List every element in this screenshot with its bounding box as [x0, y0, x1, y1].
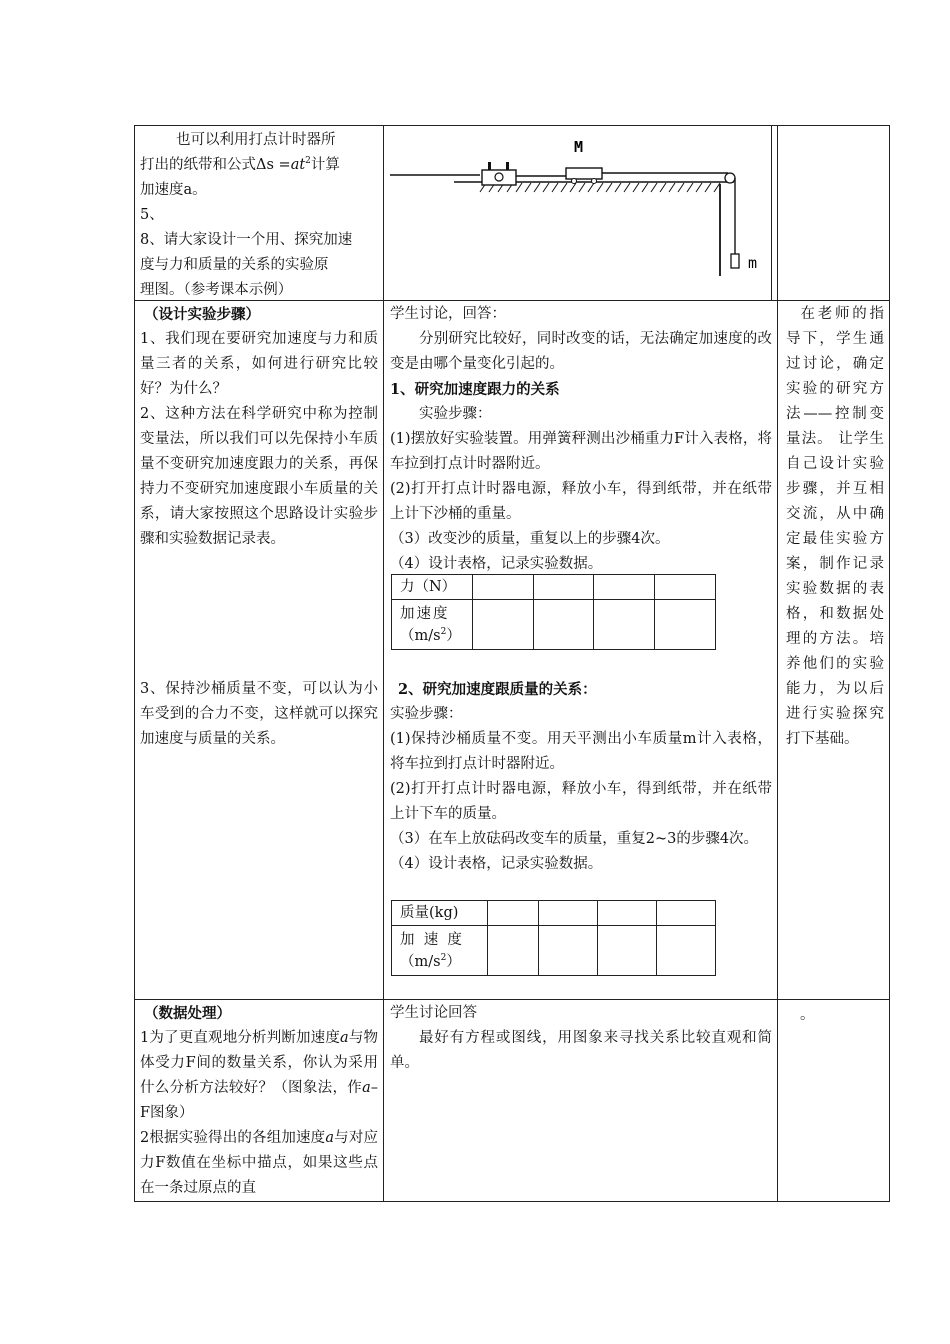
hatch-line	[516, 183, 522, 192]
hatch-line	[615, 183, 621, 192]
mass-label: 质量(kg)	[392, 901, 488, 926]
mass-cell[interactable]	[487, 901, 538, 926]
sec2-step4: （4）设计表格，记录实验数据。	[390, 856, 603, 872]
accel-unit	[400, 625, 472, 647]
timer-terminal-left	[488, 162, 491, 170]
accel-unit-text: （m/s	[400, 627, 441, 644]
hatch-line	[543, 183, 549, 192]
accel2-unit-text: （m/s	[400, 953, 441, 970]
hatch-line	[633, 183, 639, 192]
mass-cell[interactable]	[656, 901, 715, 926]
row2-left-cell-p3	[140, 677, 378, 752]
accel-label	[392, 600, 473, 650]
mid-intro2: 分别研究比较好，同时改变的话，无法确定加速度的改变是由哪个量变化引起的。	[390, 331, 772, 372]
sec1-step4: （4）设计表格，记录实验数据。	[390, 556, 603, 572]
row1-line7: 理图。（参考课本示例）	[140, 282, 293, 298]
design-p3: 3、保持沙桶质量不变，可以认为小车受到的合力不变，这样就可以探究加速度与质量的关系。	[140, 681, 378, 747]
col-divider-2	[777, 125, 778, 1202]
hatch-line	[678, 183, 684, 192]
data-p1	[140, 1026, 378, 1126]
sec2-step3: （3）在车上放砝码改变车的质量，重复2~3的步骤4次。	[390, 831, 759, 847]
hatch-line	[570, 183, 576, 192]
formula-equals: =	[278, 157, 291, 173]
accel-cell[interactable]	[533, 600, 594, 650]
row2-left-cell	[140, 302, 378, 552]
force-table	[391, 574, 716, 650]
force-cell[interactable]	[655, 575, 716, 600]
mass-cell[interactable]	[538, 901, 597, 926]
data-p1-e: –F图象）	[140, 1080, 378, 1121]
row1-left-cell	[140, 128, 380, 303]
formula-delta-s: Δs	[256, 157, 274, 173]
sec1-step3: （3）改变沙的质量，重复以上的步骤4次。	[390, 531, 670, 547]
label-M: M	[574, 138, 584, 156]
accel-table-row	[392, 600, 716, 650]
mass-table-row	[392, 901, 716, 926]
hatch-line	[552, 183, 558, 192]
data-p2	[140, 1126, 378, 1201]
sec2-title: 2、研究加速度跟质量的关系：	[398, 681, 597, 698]
hatch-line	[534, 183, 540, 192]
row2-mid-cell	[390, 302, 772, 577]
sec1-step1: (1)摆放好实验装置。用弹簧秤测出沙桶重力F计入表格，将车拉到打点计时器附近。	[390, 431, 772, 472]
cart-body	[566, 168, 602, 179]
design-p1: 1、我们现在要研究加速度与力和质量三者的关系，如何进行研究比较好？为什么？	[140, 331, 378, 397]
accel-unit-end: ）	[446, 627, 461, 644]
data-p1-c: 与物体受力F间的数量关系，你认为采用什么分析方法较好？（图象法，作	[140, 1030, 378, 1096]
row1-line5: 8、请大家设计一个用、探究加速	[140, 232, 353, 248]
accel-label-text: 加速度	[400, 605, 450, 622]
design-heading: （设计实验步骤）	[144, 306, 260, 323]
timer-dot	[495, 173, 503, 181]
row3-right-cell	[800, 1003, 880, 1028]
formula	[256, 157, 311, 173]
row1-line4: 5、	[140, 207, 164, 223]
data-p1-var-a2: a	[362, 1080, 371, 1096]
force-cell[interactable]	[472, 575, 533, 600]
row-divider-2	[134, 999, 890, 1000]
accel2-label	[392, 926, 488, 976]
data-heading: （数据处理）	[144, 1005, 231, 1022]
hatch-line	[705, 183, 711, 192]
hatch-line	[597, 183, 603, 192]
row3-mid-cell	[390, 1001, 772, 1076]
sec1-title: 1、研究加速度跟力的关系	[390, 381, 560, 398]
data-p1-var-a: a	[340, 1030, 349, 1046]
row3-right-mark: 。	[800, 1007, 815, 1023]
data-p2-var-a: a	[325, 1130, 335, 1146]
row3-left-cell	[140, 1001, 378, 1201]
force-cell[interactable]	[594, 575, 655, 600]
data-p1-a: 1为了更直观地分析判断加速度	[140, 1030, 341, 1046]
row1-line3: 加速度a。	[140, 182, 207, 198]
timer-terminal-right	[506, 162, 509, 170]
outer-right-border	[889, 125, 890, 1202]
teacher-notes: 在老师的指导下，学生通过讨论，确定实验的研究方法——控制变量法。 让学生自己设计实验步骤，并互相交流，从中确定最佳实验方案，制作记录实验数据的表格，和数据处理的方法。培养他们的实验能力，为以后进行实验探究打下基础。	[786, 306, 884, 747]
row2-right-cell	[786, 302, 884, 752]
force-table-row	[392, 575, 716, 600]
hatch-line	[642, 183, 648, 192]
hatch-line	[579, 183, 585, 192]
sec2-step2: (2)打开打点计时器电源，释放小车，得到纸带，并在纸带上计下车的质量。	[390, 781, 772, 822]
accel2-cell[interactable]	[656, 926, 715, 976]
accel2-label-text: 加 速 度	[400, 931, 462, 948]
accel2-cell[interactable]	[487, 926, 538, 976]
hatch-line	[687, 183, 693, 192]
data-p2-a: 2根据实验得出的各组加速度	[140, 1130, 326, 1146]
apparatus-diagram	[384, 126, 772, 300]
hatch-line	[714, 183, 720, 192]
mid-intro: 学生讨论，回答：	[390, 306, 506, 322]
outer-bottom-border	[134, 1201, 890, 1202]
cart-wheel-right	[592, 179, 597, 184]
row3-mid-intro: 学生讨论回答	[390, 1005, 477, 1021]
formula-at: at	[290, 157, 306, 173]
force-cell[interactable]	[533, 575, 594, 600]
accel-cell[interactable]	[472, 600, 533, 650]
hatch-line	[525, 183, 531, 192]
force-label: 力（N）	[392, 575, 473, 600]
accel2-cell[interactable]	[538, 926, 597, 976]
data-p2-c: 与对应力F数值在坐标中描点，如果这些点在一条过原点的直	[140, 1130, 379, 1196]
row1-line1: 也可以利用打点计时器所	[176, 132, 336, 148]
sec2-step1: (1)保持沙桶质量不变。用天平测出小车质量m计入表格，将车拉到打点计时器附近。	[390, 731, 772, 772]
mass-table	[391, 900, 716, 976]
sec1-steps-label: 实验步骤：	[419, 406, 492, 422]
hatch-line	[660, 183, 666, 192]
formula-exponent: 2	[305, 156, 311, 167]
accel2-table-row	[392, 926, 716, 976]
row3-mid-body: 最好有方程或图线，用图象来寻找关系比较直观和简单。	[390, 1030, 772, 1071]
row1-line6: 度与力和质量的关系的实验原	[140, 257, 329, 273]
row1-line2-end: 计算	[310, 157, 340, 173]
hatch-line	[669, 183, 675, 192]
sec1-step2: (2)打开打点计时器电源，释放小车，得到纸带，并在纸带上计下沙桶的重量。	[390, 481, 772, 522]
outer-left-border	[134, 125, 135, 1202]
accel2-cell[interactable]	[597, 926, 656, 976]
design-p2: 2、这种方法在科学研究中称为控制变量法，所以我们可以先保持小车质量不变研究加速度跟力的关系，再保持力不变研究加速度跟小车质量的关系，请大家按照这个思路设计实验步骤和实验数据记录表。	[140, 406, 378, 547]
row1-line2-text: 打出的纸带和公式	[140, 157, 256, 173]
hatch-line	[696, 183, 702, 192]
hatch-line	[624, 183, 630, 192]
hatch-line	[651, 183, 657, 192]
hatch-line	[561, 183, 567, 192]
sec2-steps-label: 实验步骤：	[390, 706, 463, 722]
row2-mid-cell-sec2	[390, 677, 772, 877]
mass-cell[interactable]	[597, 901, 656, 926]
cart-wheel-left	[572, 179, 577, 184]
accel2-unit-exp: 2	[440, 952, 447, 963]
pulley	[725, 173, 735, 183]
hanging-mass	[731, 254, 739, 268]
label-m: m	[748, 254, 758, 272]
hatch-line	[606, 183, 612, 192]
hatch-line	[588, 183, 594, 192]
accel-cell[interactable]	[594, 600, 655, 650]
accel-unit-exp: 2	[440, 626, 447, 637]
accel-cell[interactable]	[655, 600, 716, 650]
accel2-unit	[400, 951, 487, 973]
row1-line2	[140, 153, 380, 178]
accel2-unit-end: ）	[446, 953, 461, 970]
